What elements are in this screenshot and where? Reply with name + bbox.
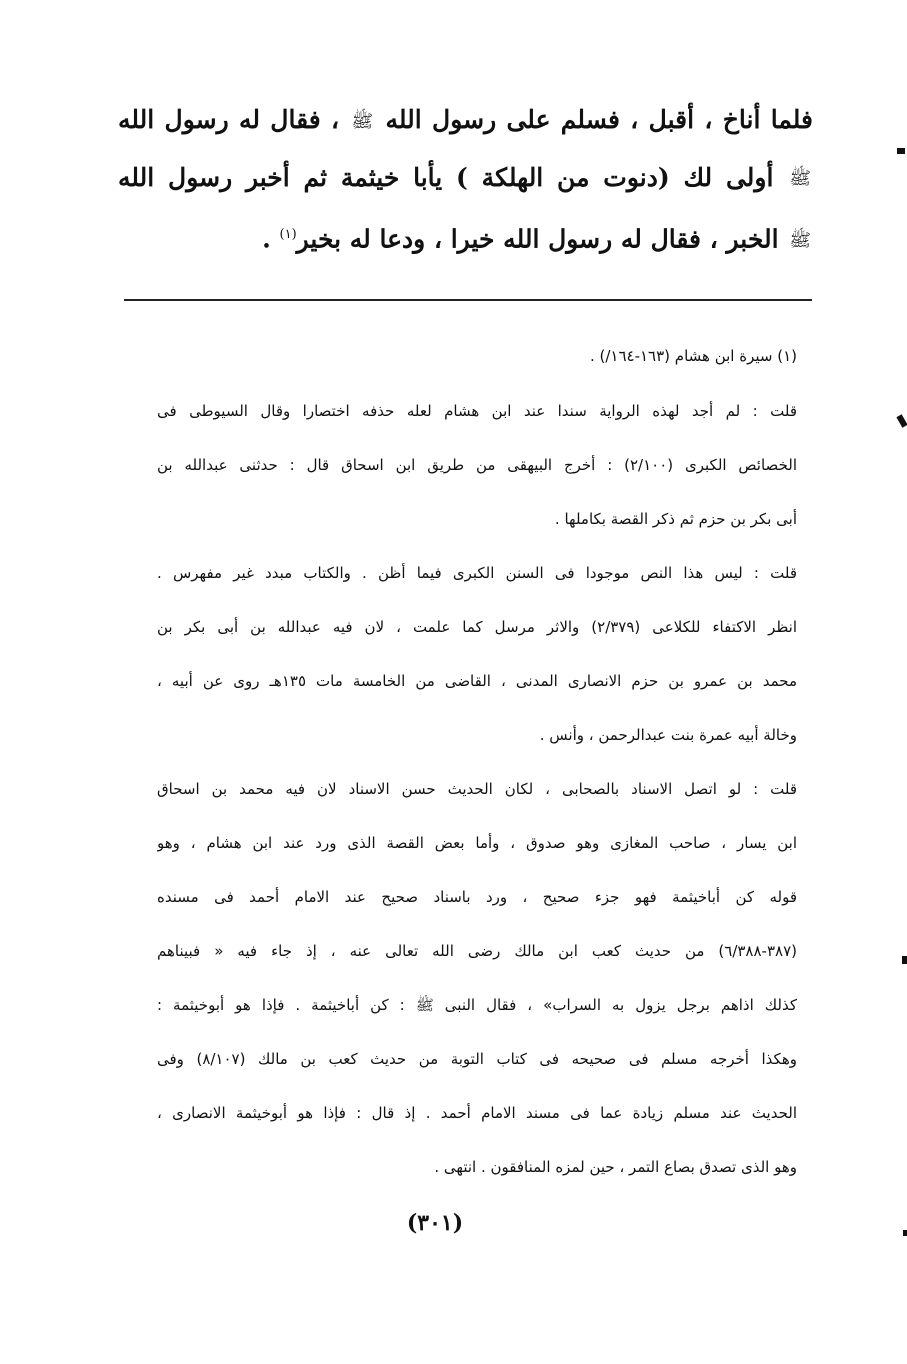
footnote-line: قلت : لم أجد لهذه الرواية سندا عند ابن هشام لعله حذفه اختصارا وقال السيوطى فى	[157, 402, 797, 420]
footnote-line: انظر الاكتفاء للكلاعى (٢/٣٧٩) والاثر مرسل كما علمت ، لان فيه عبدالله بن أبى بكر بن	[157, 618, 797, 636]
page-number: (٣٠١)	[406, 1210, 464, 1236]
footnote-line: (١) سيرة ابن هشام (١٦٣-١٦٤/) .	[589, 347, 797, 365]
footnote-line: قلت : لو اتصل الاسناد بالصحابى ، لكان الحديث حسن الاسناد لان فيه محمد بن اسحاق	[157, 780, 797, 798]
footnote-line: كذلك اذاهم برجل يزول به السراب» ، فقال النبى ﷺ : كن أباخيثمة . فإذا هو أبوخيثمة :	[157, 996, 797, 1014]
footnote-line: ابن يسار ، صاحب المغازى وهو صدوق ، وأما بعض القصة الذى ورد عند ابن هشام ، وهو	[157, 834, 797, 852]
main-text-line-1	[118, 92, 813, 150]
footnote-line: (٣٨٧-٦/٣٨٨) من حديث كعب ابن مالك رضى الله تعالى عنه ، إذ جاء فيه « فبيناهم	[157, 942, 797, 960]
scan-edge-mark	[897, 148, 905, 154]
main-text-line-2	[118, 150, 813, 208]
footnote-line: قوله كن أباخيثمة فهو جزء صحيح ، ورد باسناد صحيح عند الامام أحمد فى مسنده	[157, 888, 797, 906]
footnote-line: وهكذا أخرجه مسلم فى صحيحه فى كتاب التوبة من حديث كعب بن مالك (٨/١٠٧) وفى	[157, 1050, 797, 1068]
footnote-line: وهو الذى تصدق بصاع التمر ، حين لمزه المنافقون . انتهى .	[434, 1158, 797, 1176]
footnote-line: الخصائص الكبرى (٢/١٠٠) : أخرج البيهقى من طريق ابن اسحاق قال : حدثنى عبدالله بن	[157, 456, 797, 474]
main-text-segment: فلما أناخ ، أقبل ، فسلم على رسول الله	[385, 105, 814, 134]
main-text-segment: أولى لك (دنوت من الهلكة ) يأبا خيثمة ثم أخبر رسول الله	[118, 162, 774, 192]
footnote-reference: (١)	[279, 227, 297, 242]
salutation-glyph: ﷺ	[351, 110, 374, 132]
main-text-segment: ، فقال له رسول الله	[118, 105, 340, 134]
footnote-line: الحديث عند مسلم زيادة عما فى مسند الامام أحمد . إذ قال : فإذا هو أبوخيثمة الانصارى ،	[157, 1104, 797, 1122]
scan-edge-mark	[902, 956, 907, 964]
main-text-segment: الخبر ، فقال له رسول الله خيرا ، ودعا له بخير	[296, 224, 779, 254]
main-text-line-3	[118, 207, 813, 269]
footnote-line: وخالة أبيه عمرة بنت عبدالرحمن ، وأنس .	[539, 726, 797, 744]
footnote-line: أبى بكر بن حزم ثم ذكر القصة بكاملها .	[554, 510, 797, 528]
footnote-line: محمد بن عمرو بن حزم الانصارى المدنى ، القاضى من الخامسة مات ١٣٥هـ روى عن أبيه ،	[157, 672, 797, 690]
salutation-glyph: ﷺ	[789, 229, 811, 251]
scan-edge-mark	[896, 414, 907, 427]
main-text-segment: .	[262, 224, 271, 254]
main-text	[118, 92, 813, 269]
scan-edge-mark	[903, 1230, 907, 1236]
footnote-line: قلت : ليس هذا النص موجودا فى السنن الكبرى فيما أظن . والكتاب مبدد غير مفهرس .	[157, 564, 797, 582]
footnote-separator-rule	[124, 299, 812, 301]
salutation-glyph: ﷺ	[789, 168, 811, 189]
